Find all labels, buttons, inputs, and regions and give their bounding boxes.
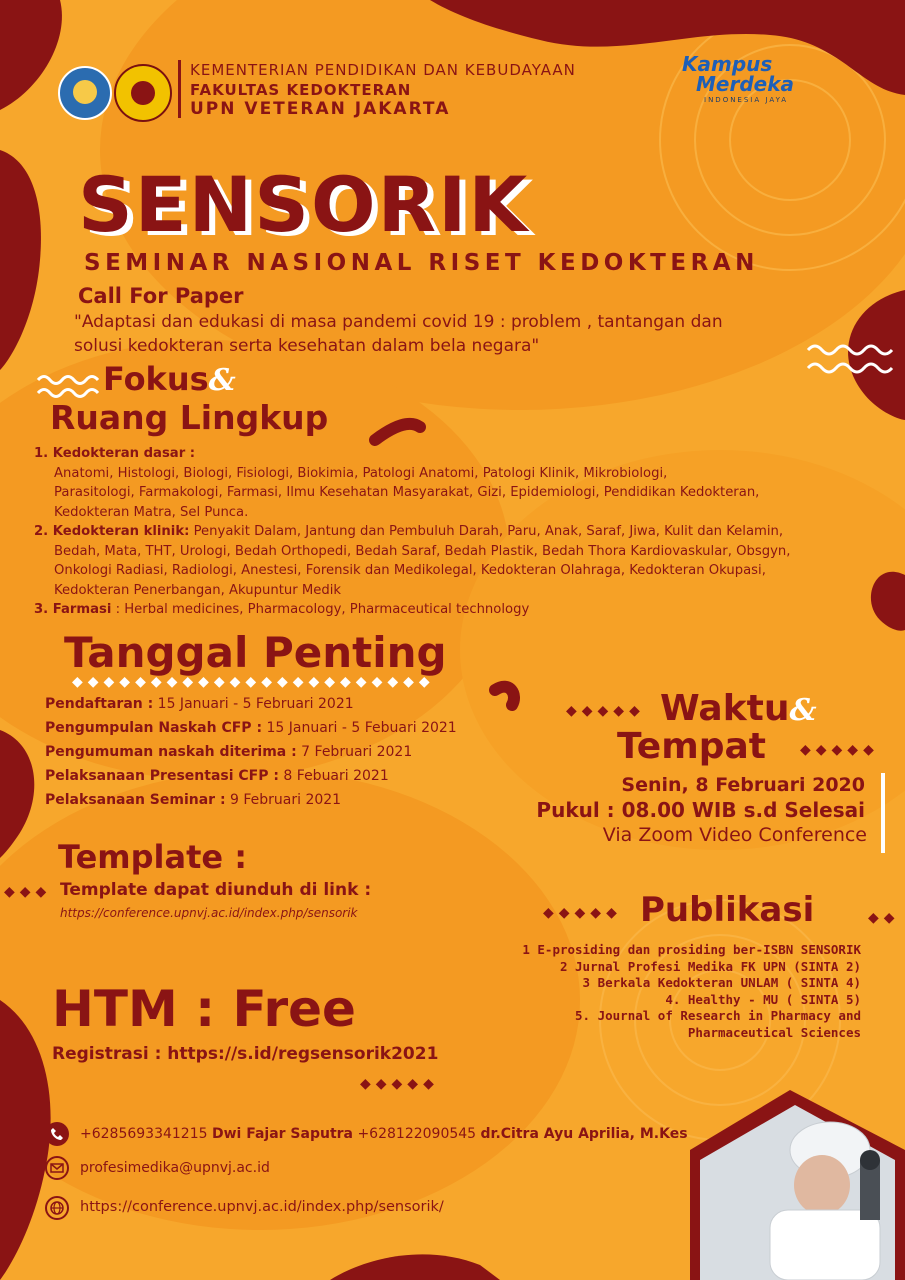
fokus-ampersand: & — [208, 363, 236, 398]
publikasi-item: 5. Journal of Research in Pharmacy and — [575, 1008, 861, 1023]
waktu-bar — [881, 773, 885, 853]
date-row-pendaftaran — [45, 692, 457, 716]
scope-item-2-line-2: Onkologi Radiasi, Radiologi, Anestesi, Forensik dan Medikolegal, Kedokteran Olahraga, Kedokteran Okupasi, — [54, 563, 766, 578]
tanggal-dots: ◆◆◆◆◆◆◆◆◆◆◆◆◆◆◆◆◆◆◆◆◆◆◆ — [72, 674, 435, 690]
publikasi-dots-right: ◆◆ — [868, 910, 900, 926]
waktu-dots-right: ◆◆◆◆◆ — [800, 742, 879, 758]
kampus-text: Kampus — [682, 52, 773, 76]
header-ministry: KEMENTERIAN PENDIDIKAN DAN KEBUDAYAAN — [190, 61, 576, 79]
dates-list — [45, 692, 457, 812]
kampus-merdeka-logo — [682, 52, 812, 122]
theme-line-1: "Adaptasi dan edukasi di masa pandemi covid 19 : problem , tantangan dan — [74, 312, 723, 332]
waktu-dots-left: ◆◆◆◆◆ — [566, 703, 645, 719]
publikasi-item: 2 Jurnal Profesi Medika FK UPN (SINTA 2) — [559, 958, 861, 974]
date-value: 15 Januari - 5 Februari 2021 — [153, 696, 354, 712]
event-title: SENSORIK — [78, 160, 530, 249]
call-for-paper: Call For Paper — [78, 284, 244, 308]
publikasi-dots-left: ◆◆◆◆◆ — [543, 905, 622, 921]
scope-item-2-line-1: Bedah, Mata, THT, Urologi, Bedah Orthopedi, Bedah Saraf, Bedah Plastik, Bedah Thora Kardiovaskular, Obsgyn, — [54, 543, 791, 559]
scope-item-1-line-3: Kedokteran Matra, Sel Punca. — [54, 504, 249, 520]
ruang-lingkup-heading: Ruang Lingkup — [50, 398, 329, 437]
contact-name-1: Dwi Fajar Saputra — [211, 1126, 353, 1142]
htm-dots: ◆◆◆◆◆ — [360, 1076, 439, 1092]
date-row-pengumpulan — [45, 716, 457, 740]
publikasi-item: Pharmaceutical Sciences — [687, 1024, 861, 1040]
date-value: 8 Febuari 2021 — [278, 768, 389, 784]
contact-phones — [80, 1126, 688, 1142]
scope-item-2-first: Penyakit Dalam, Jantung dan Pembuluh Darah, Paru, Anak, Saraf, Jiwa, Kulit dan Kelamin, — [189, 524, 784, 539]
template-dots: ◆◆◆ — [4, 884, 52, 900]
waktu-word: Waktu — [660, 688, 790, 729]
phone-icon — [45, 1122, 69, 1146]
theme-line-2: solusi kedokteran serta kesehatan dalam bela negara" — [74, 336, 540, 356]
template-link[interactable]: https://conference.upnvj.ac.id/index.php/sensorik — [60, 906, 358, 920]
scope-item-1-line-2: Parasitologi, Farmakologi, Farmasi, Ilmu Kesehatan Masyarakat, Gizi, Epidemiologi, Pendidikan Kedokteran, — [54, 485, 760, 500]
date-label: Pelaksanaan Presentasi CFP : — [45, 768, 279, 784]
upnvj-logo — [114, 64, 172, 122]
tempat-heading: Tempat — [617, 726, 766, 767]
publikasi-item: 1 E-prosiding dan prosiding ber-ISBN SENSORIK — [522, 942, 861, 957]
header-university: UPN VETERAN JAKARTA — [190, 99, 451, 119]
contact-name-2: dr.Citra Ayu Aprilia, M.Kes — [480, 1126, 688, 1142]
contact-email[interactable]: profesimedika@upnvj.ac.id — [80, 1160, 270, 1176]
email-icon — [45, 1156, 69, 1180]
date-row-seminar — [45, 788, 457, 812]
waktu-ampersand: & — [789, 693, 817, 728]
tanggal-heading: Tanggal Penting — [64, 628, 447, 677]
date-label: Pelaksanaan Seminar : — [45, 792, 226, 808]
date-row-presentasi — [45, 764, 457, 788]
event-subtitle: SEMINAR NASIONAL RISET KEDOKTERAN — [84, 250, 759, 276]
publikasi-list — [522, 942, 861, 1041]
date-value: 15 Januari - 5 Febuari 2021 — [262, 720, 457, 736]
htm-heading: HTM : Free — [52, 980, 356, 1038]
date-value: 7 Februari 2021 — [296, 744, 413, 760]
template-heading: Template : — [58, 838, 248, 876]
scope-item-1-line-1: Anatomi, Histologi, Biologi, Fisiologi, Biokimia, Patologi Anatomi, Patologi Klinik, Mikrobiologi, — [54, 465, 668, 481]
event-time: Pukul : 08.00 WIB s.d Selesai — [536, 798, 865, 822]
event-venue: Via Zoom Video Conference — [602, 824, 867, 846]
kampus-subtext: INDONESIA JAYA — [704, 96, 789, 104]
header-divider — [178, 60, 181, 118]
scope-item-3 — [34, 600, 904, 620]
phone-1[interactable]: +6285693341215 — [80, 1126, 208, 1142]
publikasi-heading: Publikasi — [640, 890, 815, 930]
scope-item-2-label: 2. Kedokteran klinik: — [34, 524, 190, 539]
fokus-word: Fokus — [103, 360, 209, 398]
scope-item-1 — [34, 444, 904, 464]
scope-item-2 — [34, 522, 904, 542]
scope-item-3-first: : Herbal medicines, Pharmacology, Pharmaceutical technology — [111, 602, 530, 617]
date-label: Pendaftaran : — [45, 696, 154, 712]
scope-item-1-label: 1. Kedokteran dasar : — [34, 446, 196, 461]
waktu-heading — [660, 688, 817, 729]
publikasi-item: 3 Berkala Kedokteran UNLAM ( SINTA 4) — [582, 975, 861, 990]
merdeka-text: Merdeka — [696, 72, 795, 96]
globe-icon — [45, 1196, 69, 1220]
date-label: Pengumpulan Naskah CFP : — [45, 720, 263, 736]
registration-link[interactable]: Registrasi : https://s.id/regsensorik2021 — [52, 1044, 439, 1064]
phone-2[interactable]: +628122090545 — [357, 1126, 477, 1142]
scope-list — [34, 444, 904, 620]
date-label: Pengumuman naskah diterima : — [45, 744, 297, 760]
template-text: Template dapat diunduh di link : — [60, 880, 372, 900]
contact-website[interactable]: https://conference.upnvj.ac.id/index.php/sensorik/ — [80, 1199, 444, 1215]
header-faculty: FAKULTAS KEDOKTERAN — [190, 81, 412, 99]
date-row-pengumuman — [45, 740, 457, 764]
scope-item-2-line-3: Kedokteran Penerbangan, Akupuntur Medik — [54, 582, 342, 598]
kemdikbud-logo — [58, 66, 112, 120]
date-value: 9 Februari 2021 — [225, 792, 342, 808]
event-date: Senin, 8 Februari 2020 — [621, 774, 865, 796]
scope-item-3-label: 3. Farmasi — [34, 602, 112, 617]
fokus-heading — [103, 360, 236, 398]
publikasi-item: 4. Healthy - MU ( SINTA 5) — [665, 991, 861, 1007]
